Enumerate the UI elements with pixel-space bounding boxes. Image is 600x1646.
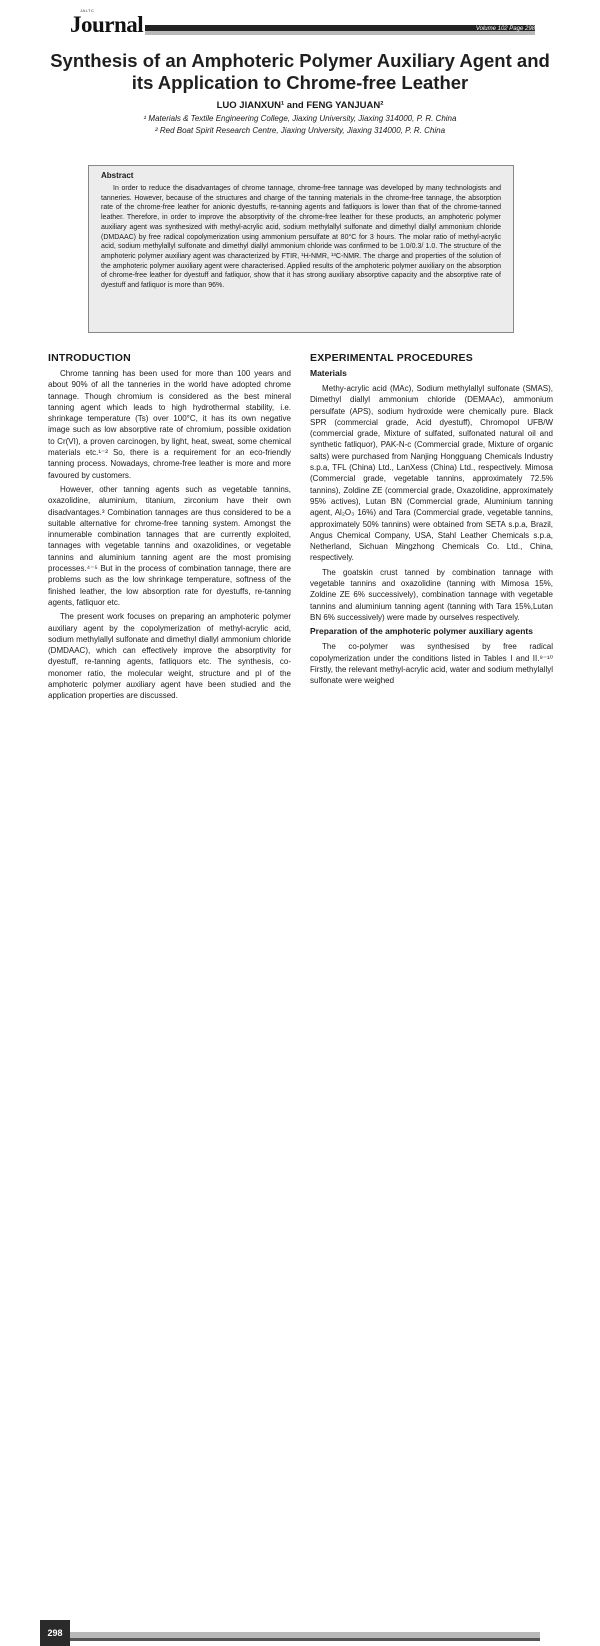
intro-paragraph: However, other tanning agents such as vegetable tannins, oxazolidine, aluminium, titanium, zirconium have their own disadvantages.³ Combination tannages are thus considered to be a suitable alternative for chrome-free tanning system. Amongst the innumerable combination tannages that are currently exploited, tannages with vegetable tannins and oxazolidines, or vegetable tannins and aluminium tanning agent are the most promising processes.⁴⁻⁵ But in the process of combination tannage, there are problems such as the low shrinkage temperature, softness of the finished leather, the low absorption rate for dyestuffs, re-tanning agents, fatliquor etc.	[48, 484, 291, 607]
logo-main-text: Journal	[70, 12, 144, 37]
article-authors: LUO JIANXUN¹ and FENG YANJUAN²	[216, 100, 384, 111]
volume-info: Volume 102 Page 298	[475, 26, 535, 32]
abstract-heading: Abstract	[101, 171, 134, 180]
intro-paragraph: The present work focuses on preparing an amphoteric polymer auxiliary agent by the copolymerization of methyl-acrylic acid, sodium methylallyl sulfonate and dimethyl diallyl ammonium chloride (DMDAAC), which can effectively improve the absorptivity for dyestuff, re-tanning agents, fatliquors etc. The synthesis, co-monomer ratio, the molecular weight, structure and pI of the amphoteric polymer auxiliary agent have been studied and the application properties are discussed.	[48, 612, 291, 701]
intro-paragraph: Chrome tanning has been used for more than 100 years and about 90% of all the tanneries in the world have adopted chrome tannage. Though chromium is considered as the best mineral tanning agent which leads to high hydrothermal stability, i.e. shrinkage temperature (Ts) over 100°C, it has its own negative image such as low absorptive rate of chromium, possible oxidation to Cr(VI), a proven carcinogen, by light, heat, sweat, some chemical materials etc.¹⁻² So, there is a requirement for an eco-friendly tanning process. Nowadays, chrome-free leather is more and more favoured by customers.	[48, 369, 291, 480]
article-title: Synthesis of an Amphoteric Polymer Auxiliary Agent and its Application to Chrome-free Leather	[50, 50, 550, 93]
materials-paragraph: Methy-acrylic acid (MAc), Sodium methylallyl sulfonate (SMAS), Dimethyl diallyl ammonium chloride (DEMAAc), ammonium persulfate (APS), sodium hydroxide were chemically pure. Black SPR (commercial grade, Acid dyestuff), Chromopol UFB/W (commercial grade, Mixture of sulfated, sulfonated natural oil and synthetic fatliquor), PAK-N-c (Commercial grade, Mixture of organic salts) were purchased from Nanjing Hongguang Chemicals Industry s.p.a, TFL (China) Ltd., LanXess (China) Ltd., respectively. Mimosa (Commercial grade, vegetable tannins, approximately 72.5% tannins), Zoldine ZE (commercial grade, Oxazolidine, approximately 95% actives), Lutan BN (Commercial grade, Aluminium tanning agent, Al₂O₃ 16%) and Tara (Commercial grade, vegetable tannins, approximately 50% tannins) were obtained from SETA s.p.a, Brazil, Angus Chemical Company, USA, Stahl Leather Chemicals s.p.a, Netherland, Sichuan Mingzhong Chemicals Co. Ltd., China, respectively.	[310, 384, 553, 563]
materials-paragraph: The goatskin crust tanned by combination tannage with vegetable tannins and oxazolidine (tanning with Mimosa 15%, Zoldine ZE 6% successively), combination tannage with vegetable tannins and aluminium tanning agent (tanning with Tara 15%,Lutan BN 6% successively) were made by ourselves respectively.	[310, 567, 553, 622]
page-footer	[0, 810, 600, 1638]
logo-small-text: JALTC	[80, 8, 95, 13]
journal-header	[0, 0, 600, 42]
preparation-paragraph: The co-polymer was synthesised by free radical copolymerization under the conditions listed in Tables I and II.⁹⁻¹⁰ Firstly, the relevant methyl-acrylic acid, water and sodium methylallyl sulfonate were weighed	[310, 642, 553, 686]
abstract-text: In order to reduce the disadvantages of chrome tannage, chrome-free tannage was developed by many technologists and tanneries. However, because of the structures and charge of the tanning materials in the chrome-free tannage, the absorption rate of the chrome-free leather for anionic dyestuffs, re-tanning agents and fatliquors is lower than that of the chrome-tanned leather. Therefore, in order to improve the absorptivity of the chrome-free leather for these products, an amphoteric polymer auxiliary agent was synthesized with methyl-acrylic acid, sodium methylallyl sulfonate and dimethyl diallyl ammonium chloride (DMDAAC) by free radical copolymerization using ammonium persulfate at 80°C for 3 hours. The molar ratio of methyl-acrylic acid, sodium methylallyl sulfonate and dimethyl diallyl ammonium chloride was confirmed to be 1.0/0.3/ 1.0. The structure of the amphoteric polymer auxiliary agent was characterized by FTIR, ¹H-NMR, ¹³C-NMR. The charge and properties of the solution of the amphoteric polymer auxiliary agent were characterised. Applied results of the amphoteric polymer auxiliary on the absorption of chrome-free leather for dyestuff and fatliquor, show that it has strong auxiliary absorptive capacity and the absorptive rate of dyestuff and fatliquor is more than 96%.	[101, 185, 501, 290]
affiliation-1: ¹ Materials & Textile Engineering College, Jiaxing University, Jiaxing 314000, P. R. China	[143, 114, 457, 123]
materials-heading: Materials	[310, 368, 347, 378]
right-column	[310, 352, 553, 689]
left-column	[48, 352, 291, 705]
experimental-heading: EXPERIMENTAL PROCEDURES	[310, 352, 473, 364]
affiliation-2: ² Red Boat Spirit Research Centre, Jiaxing University, Jiaxing 314000, P. R. China	[154, 126, 446, 135]
footer-rule-dark	[70, 1638, 540, 1641]
preparation-heading: Preparation of the amphoteric polymer auxiliary agents	[310, 626, 533, 637]
introduction-heading: INTRODUCTION	[48, 352, 131, 364]
page-number: 298	[40, 1620, 70, 1646]
abstract-box	[88, 165, 514, 333]
